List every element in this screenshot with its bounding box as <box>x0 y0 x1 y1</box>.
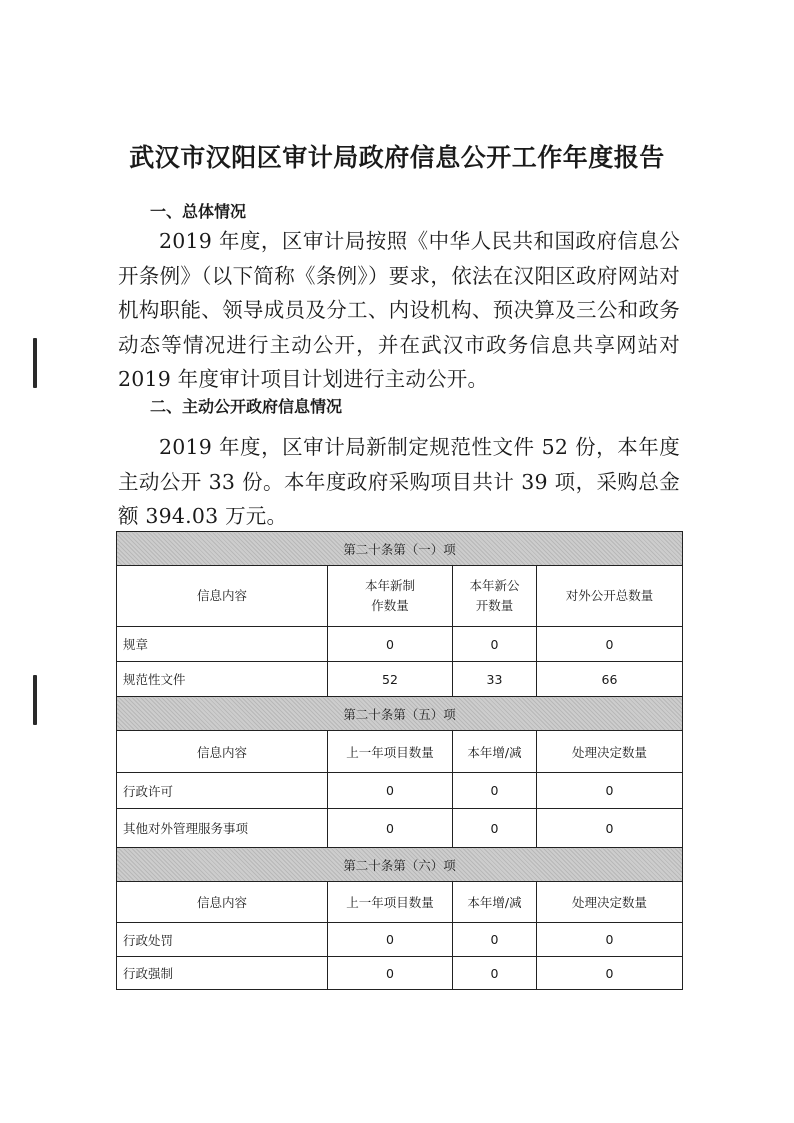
row-value: 0 <box>453 957 537 990</box>
row-value: 0 <box>328 627 453 662</box>
header-cell: 信息内容 <box>117 731 328 773</box>
row-value: 0 <box>328 923 453 957</box>
table-row <box>117 923 683 957</box>
table-row <box>117 627 683 662</box>
row-label: 其他对外管理服务事项 <box>117 809 328 848</box>
scan-mark-top <box>33 338 37 388</box>
section-title: 第二十条第（一）项 <box>117 532 683 566</box>
row-value: 33 <box>453 662 537 697</box>
disclosure-table <box>116 531 683 990</box>
scan-mark-bottom <box>33 675 37 725</box>
row-value: 0 <box>453 923 537 957</box>
header-cell: 信息内容 <box>117 882 328 923</box>
table-row <box>117 662 683 697</box>
table-header-row <box>117 882 683 923</box>
header-cell: 上一年项目数量 <box>328 731 453 773</box>
table-header-row <box>117 566 683 627</box>
row-value: 0 <box>537 809 683 848</box>
header-cell <box>328 566 453 627</box>
row-value: 0 <box>328 809 453 848</box>
row-label: 行政强制 <box>117 957 328 990</box>
row-value: 0 <box>453 627 537 662</box>
section-title: 第二十条第（六）项 <box>117 848 683 882</box>
table-row <box>117 809 683 848</box>
table-header-row <box>117 731 683 773</box>
row-value: 0 <box>453 773 537 809</box>
row-value: 52 <box>328 662 453 697</box>
section-row <box>117 697 683 731</box>
row-value: 0 <box>328 773 453 809</box>
row-value: 0 <box>537 773 683 809</box>
row-value: 0 <box>328 957 453 990</box>
row-value: 66 <box>537 662 683 697</box>
section-title: 第二十条第（五）项 <box>117 697 683 731</box>
row-label: 规章 <box>117 627 328 662</box>
header-cell <box>453 566 537 627</box>
row-label: 规范性文件 <box>117 662 328 697</box>
row-value: 0 <box>537 957 683 990</box>
row-value: 0 <box>537 923 683 957</box>
header-cell: 对外公开总数量 <box>537 566 683 627</box>
header-cell: 信息内容 <box>117 566 328 627</box>
header-text: 本年新公开数量 <box>469 578 520 613</box>
table-row <box>117 773 683 809</box>
table-row <box>117 957 683 990</box>
paragraph-active-disclosure: 2019 年度，区审计局新制定规范性文件 52 份，本年度主动公开 33 份。本年度政府采购项目共计 39 项，采购总金额 394.03 万元。 <box>118 435 680 528</box>
section-row <box>117 848 683 882</box>
header-cell: 本年增/减 <box>453 731 537 773</box>
row-label: 行政处罚 <box>117 923 328 957</box>
header-cell: 处理决定数量 <box>537 882 683 923</box>
section-heading-overview: 一、总体情况 <box>150 202 247 221</box>
header-cell: 处理决定数量 <box>537 731 683 773</box>
header-cell: 本年增/减 <box>453 882 537 923</box>
page-title: 武汉市汉阳区审计局政府信息公开工作年度报告 <box>129 143 665 172</box>
row-label: 行政许可 <box>117 773 328 809</box>
header-cell: 上一年项目数量 <box>328 882 453 923</box>
section-row <box>117 532 683 566</box>
paragraph-overview: 2019 年度，区审计局按照《中华人民共和国政府信息公开条例》（以下简称《条例》）要求，依法在汉阳区政府网站对机构职能、领导成员及分工、内设机构、预决算及三公和政务动态等情况进行主动公开，并在武汉市政务信息共享网站对 2019 年度审计项目计划进行主动公开。 <box>118 229 680 391</box>
row-value: 0 <box>453 809 537 848</box>
row-value: 0 <box>537 627 683 662</box>
header-text: 本年新制作数量 <box>364 578 415 613</box>
section-heading-active-disclosure: 二、主动公开政府信息情况 <box>150 397 343 416</box>
